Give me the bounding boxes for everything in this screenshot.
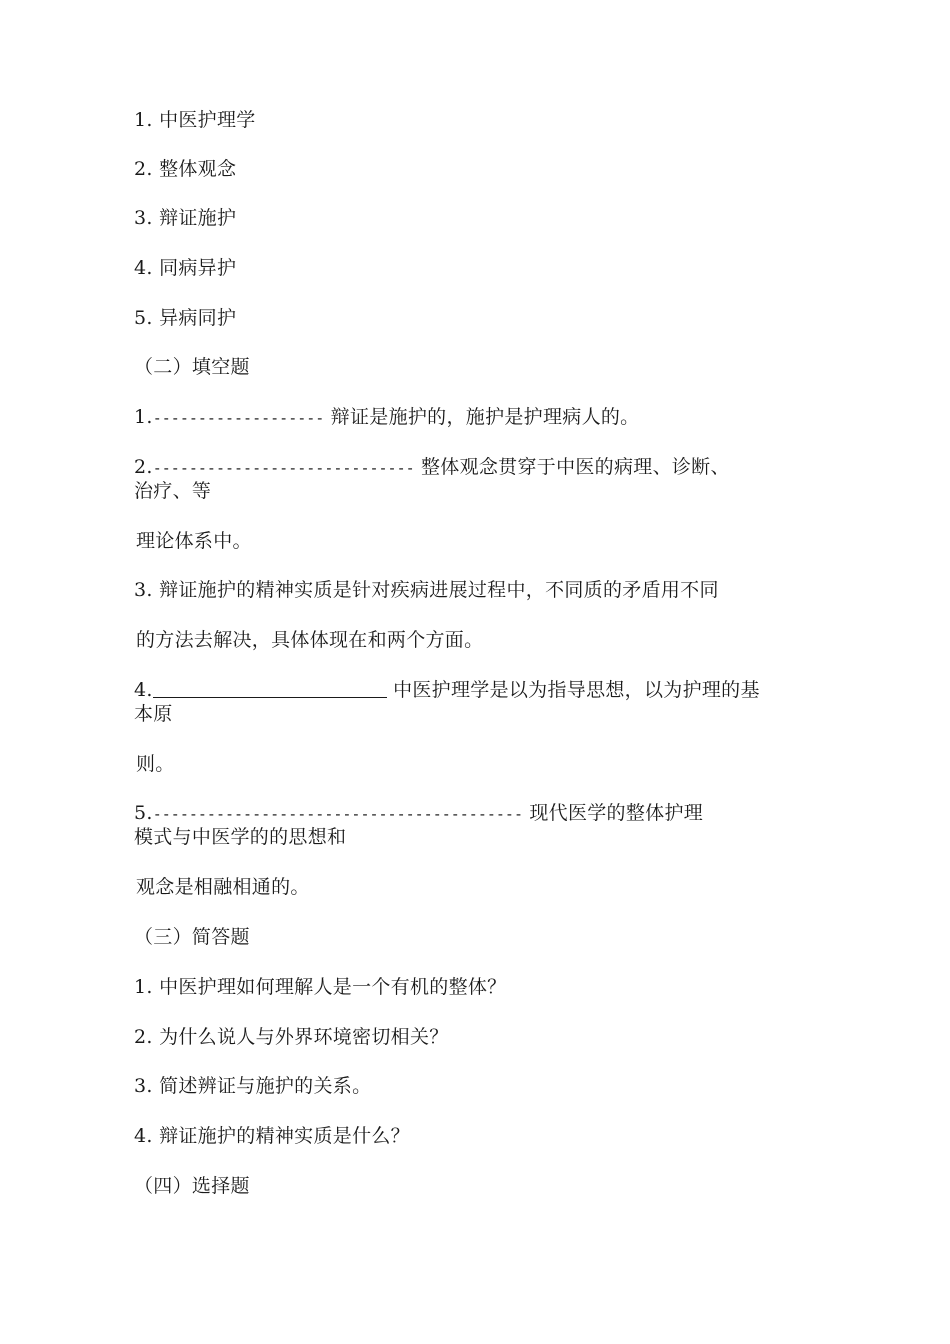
fill-question-2-wrap: 治疗、等 [134, 480, 212, 502]
question-text: 中医护理学是以为指导思想，以为护理的基 [386, 679, 760, 701]
term-item: 3. 辩证施护 [134, 207, 237, 229]
section-heading-choice: （四）选择题 [134, 1175, 250, 1197]
answer-blank: ----------------------------------------- [152, 805, 523, 823]
fill-question-2 [134, 455, 730, 480]
fill-question-4 [134, 678, 760, 702]
question-number: 2. [134, 456, 153, 478]
fill-question-5 [134, 801, 703, 826]
fill-question-4-continued: 则。 [136, 753, 175, 775]
fill-question-5-wrap: 模式与中医学的的思想和 [134, 826, 347, 848]
fill-question-2-continued: 理论体系中。 [136, 530, 252, 552]
term-item: 4. 同病异护 [134, 257, 237, 279]
question-text: 辩证是施护的，施护是护理病人的。 [324, 406, 640, 428]
fill-question-3-continued: 的方法去解决，具体体现在和两个方面。 [136, 629, 484, 651]
section-heading-short-answer: （三）简答题 [134, 926, 250, 948]
question-number: 4. [134, 679, 153, 701]
term-item: 2. 整体观念 [134, 158, 237, 180]
short-answer-item: 1. 中医护理如何理解人是一个有机的整体？ [134, 976, 507, 998]
fill-question-4-wrap: 本原 [134, 703, 173, 725]
question-text: 整体观念贯穿于中医的病理、诊断、 [414, 456, 730, 478]
term-item: 5. 异病同护 [134, 307, 237, 329]
answer-blank: ----------------------------- [152, 459, 415, 477]
answer-blank: ------------------- [152, 409, 325, 427]
question-number: 5. [134, 802, 153, 824]
fill-question-1 [134, 405, 639, 430]
fill-question-5-continued: 观念是相融相通的。 [136, 876, 310, 898]
question-text: 现代医学的整体护理 [523, 802, 704, 824]
short-answer-item: 4. 辩证施护的精神实质是什么？ [134, 1125, 410, 1147]
question-number: 1. [134, 406, 153, 428]
term-item: 1. 中医护理学 [134, 109, 256, 131]
short-answer-item: 3. 简述辨证与施护的关系。 [134, 1075, 372, 1097]
section-heading-fill-blank: （二）填空题 [134, 356, 250, 378]
short-answer-item: 2. 为什么说人与外界环境密切相关？ [134, 1026, 449, 1048]
fill-question-3: 3. 辩证施护的精神实质是针对疾病进展过程中，不同质的矛盾用不同 [134, 579, 719, 601]
answer-blank [153, 681, 387, 698]
